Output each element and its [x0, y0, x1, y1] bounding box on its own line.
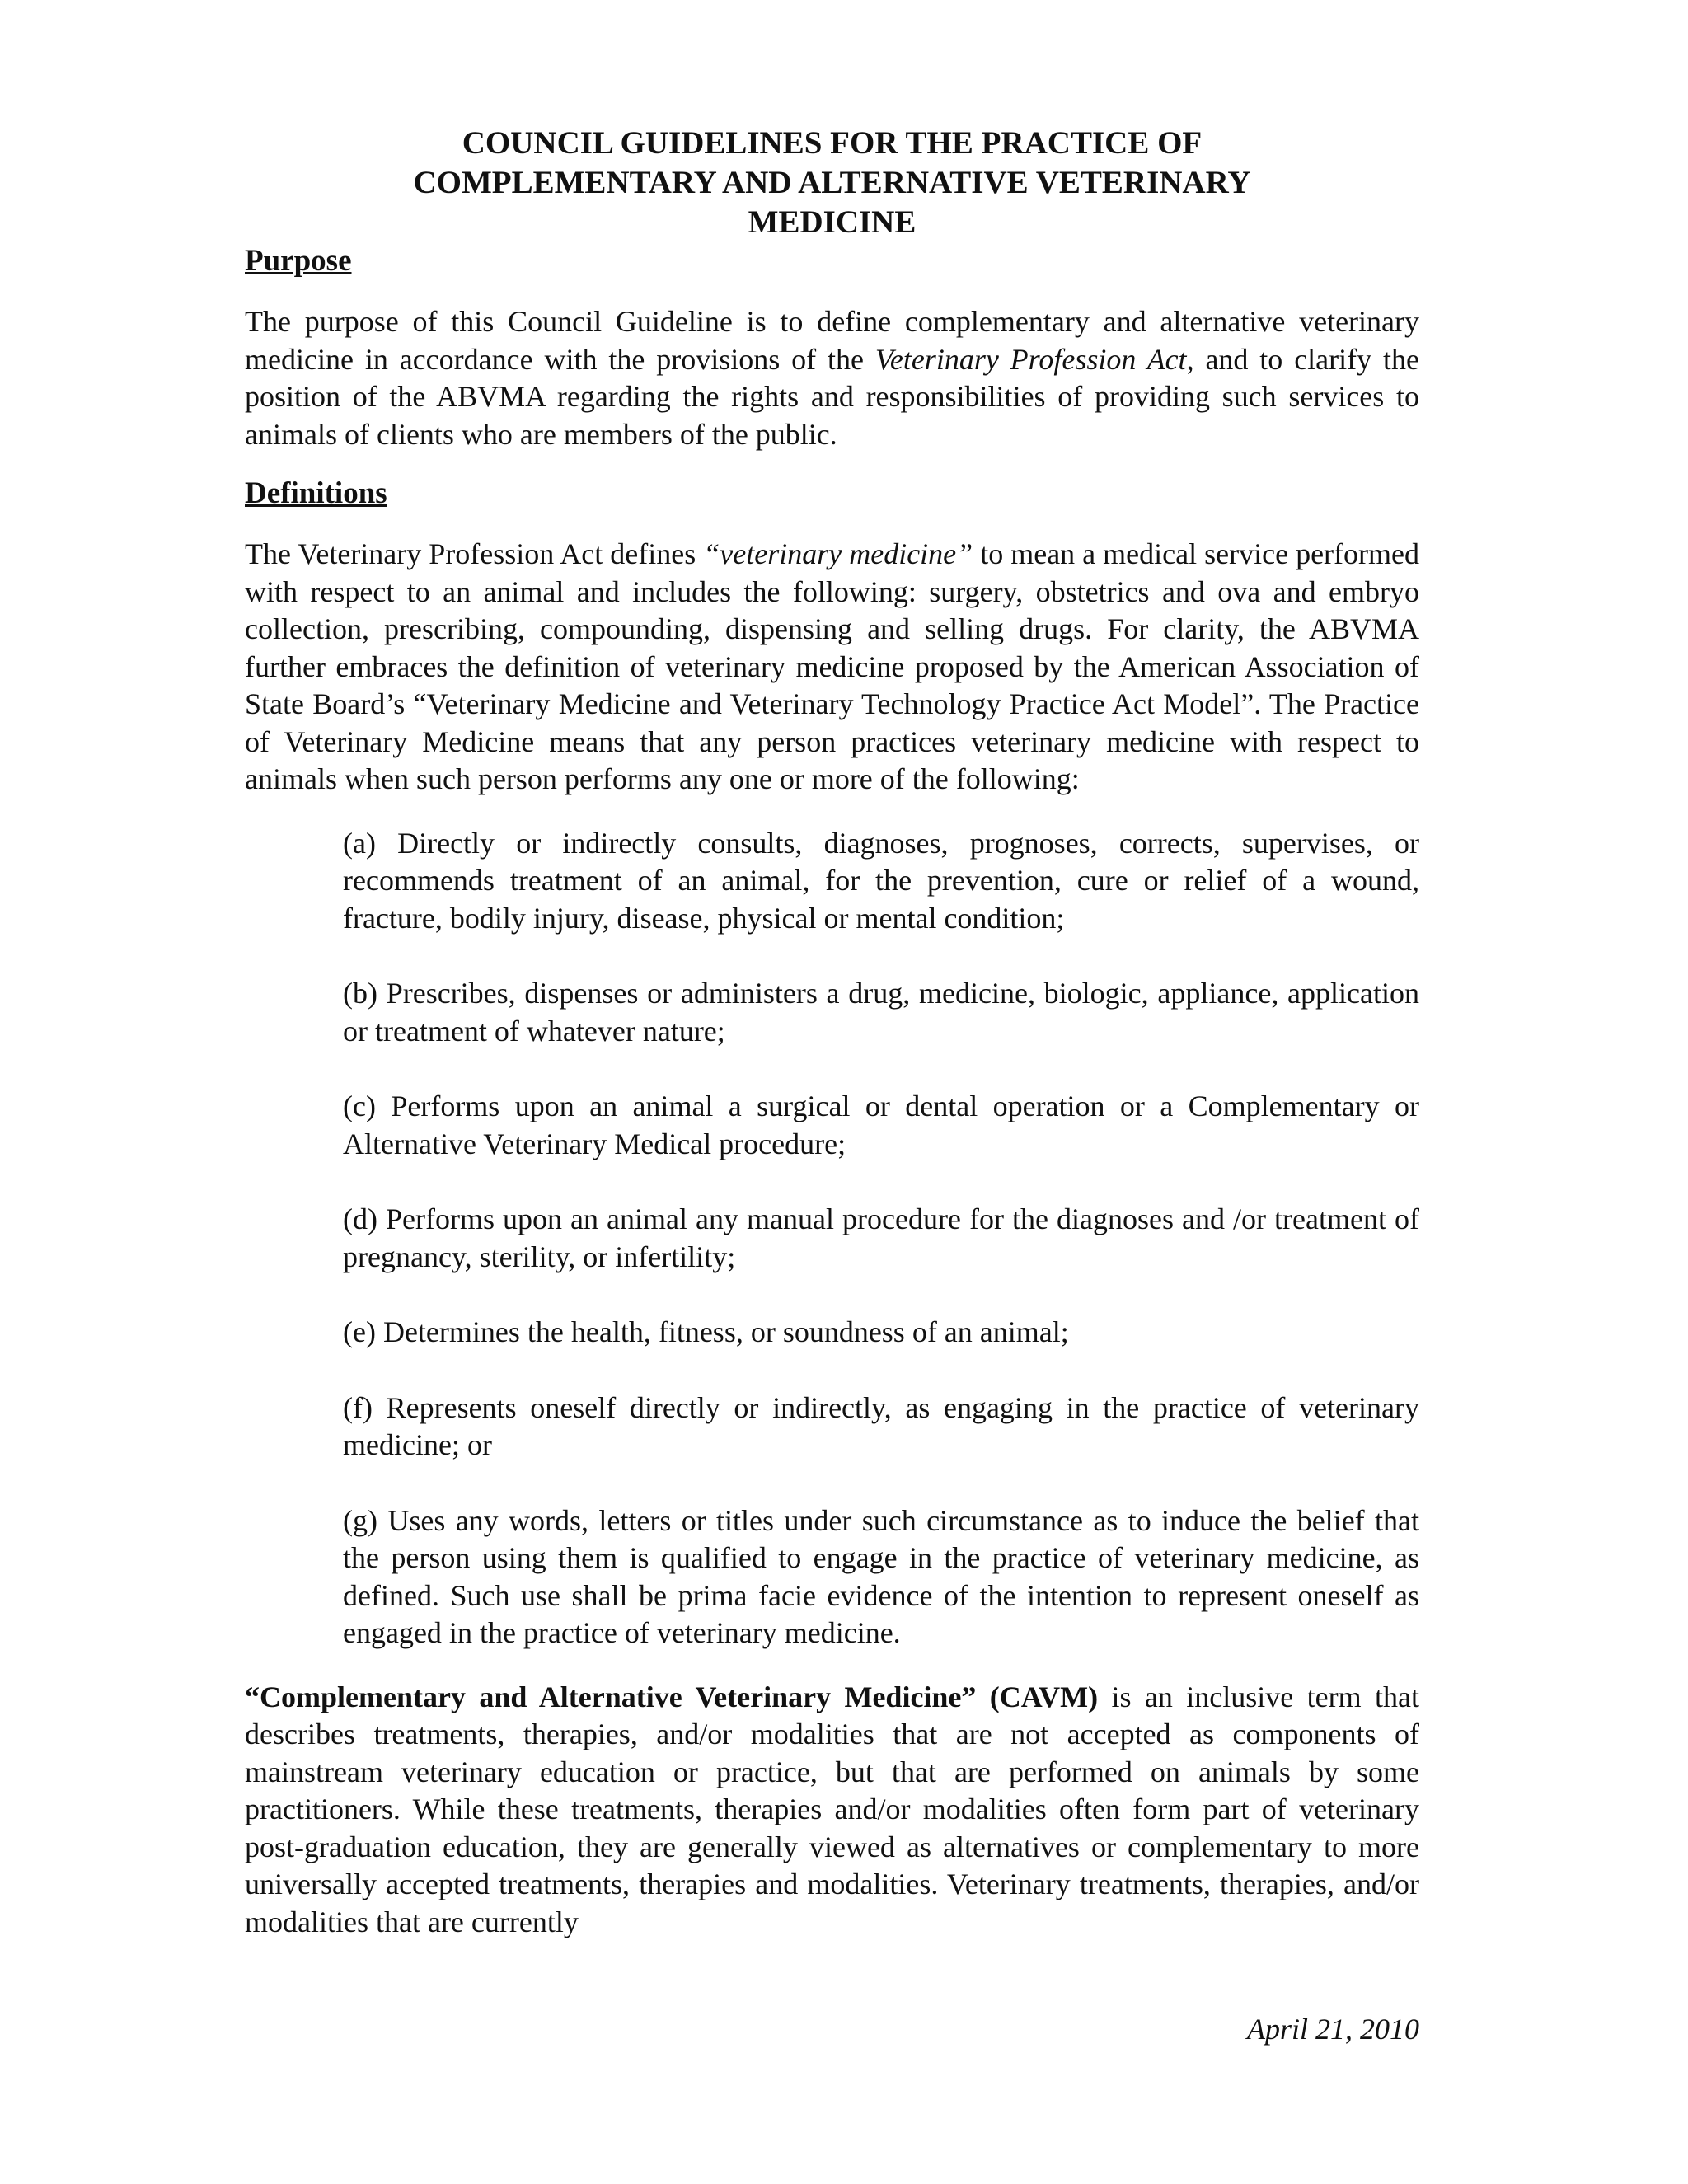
list-item-e: (e) Determines the health, fitness, or soundness of an animal; [343, 1315, 1069, 1348]
purpose-heading: Purpose [245, 244, 352, 278]
definitions-text-end: to mean a medical service performed with respect to an animal and includes the following: surgery, obstetrics and ova and embryo collection, prescribing, compounding, dispensing and selling drugs. For clarity, the ABVMA further embraces the definition of veterinary medicine proposed by the American Association of State Board’s “Veterinary Medicine and Veterinary Technology Practice Act Model”. The Practice of Veterinary Medicine means that any person practices veterinary medicine with respect to animals when such person performs any one or more of the following: [245, 537, 1419, 795]
title-line-1: COUNCIL GUIDELINES FOR THE PRACTICE OF [462, 125, 1203, 161]
footer-date: April 21, 2010 [1246, 2013, 1419, 2046]
definitions-paragraph [245, 536, 1419, 799]
document-title [195, 124, 1469, 242]
act-name: Veterinary Profession Act [874, 342, 1187, 376]
definitions-text-start: The Veterinary Profession Act defines [245, 537, 704, 570]
cavm-paragraph [245, 1679, 1419, 1942]
list-item-f: (f) Represents oneself directly or indirectly, as engaging in the practice of veterinary medicine; or [343, 1390, 1419, 1461]
practice-list [343, 825, 1419, 1652]
document-page [245, 124, 1419, 1941]
list-item-c: (c) Performs upon an animal a surgical or dental operation or a Complementary or Alternative Veterinary Medical procedure; [343, 1090, 1419, 1160]
purpose-paragraph [245, 303, 1419, 453]
definitions-heading: Definitions [245, 476, 387, 510]
list-item-g: (g) Uses any words, letters or titles under such circumstance as to induce the belief that the person using them is qualified to engage in the practice of veterinary medicine, as defined. Such use shall be prima facie evidence of the intention to represent oneself as engaged in the practice of veterinary medicine. [343, 1503, 1419, 1649]
list-item-b: (b) Prescribes, dispenses or administers a drug, medicine, biologic, appliance, application or treatment of whatever nature; [343, 977, 1419, 1047]
purpose-text-start: The purpose of this Council Guideline is to define complementary and alternative veterinary medicine in accordance with the provisions of the [245, 305, 1419, 376]
purpose-text-end: , and to clarify the position of the ABVMA regarding the rights and responsibilities of providing such services to animals of clients who are members of the public. [245, 342, 1419, 451]
cavm-term: “Complementary and Alternative Veterinary Medicine” (CAVM) [245, 1680, 1099, 1713]
cavm-text: is an inclusive term that describes treatments, therapies, and/or modalities that are not accepted as components of mainstream veterinary education or practice, but that are performed on animals by some practitioners. While these treatments, therapies and/or modalities often form part of veterinary post-graduation education, they are generally viewed as alternatives or complementary to more universally accepted treatments, therapies and modalities. Veterinary treatments, therapies, and/or modalities that are currently [245, 1680, 1419, 1938]
list-item-d: (d) Performs upon an animal any manual procedure for the diagnoses and /or treatment of pregnancy, sterility, or infertility; [343, 1202, 1419, 1273]
title-line-2: COMPLEMENTARY AND ALTERNATIVE VETERINARY [413, 165, 1251, 200]
defined-term: “veterinary medicine” [703, 537, 973, 570]
list-item-a: (a) Directly or indirectly consults, diagnoses, prognoses, corrects, supervises, or recommends treatment of an animal, for the prevention, cure or relief of a wound, fracture, bodily injury, disease, physical or mental condition; [343, 826, 1419, 935]
title-line-3: MEDICINE [748, 204, 917, 240]
